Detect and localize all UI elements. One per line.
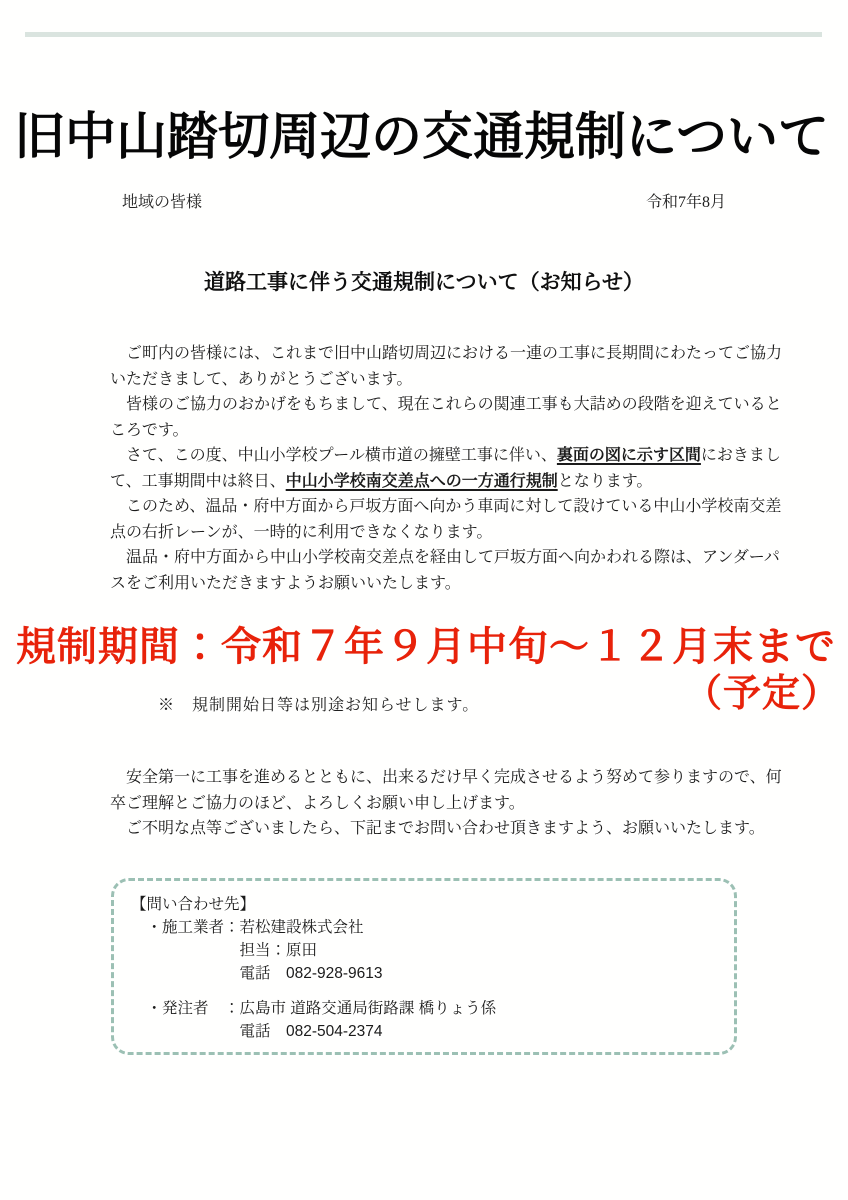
text-line: ・発注者 ：広島市 道路交通局街路課 橋りょう係 xyxy=(131,1000,497,1017)
text-line: このため、温品・府中方面から戸坂方面へ向かう車両に対して設けている中山小学校南交差 xyxy=(110,498,782,515)
notice-subtitle: 道路工事に伴う交通規制について（お知らせ） xyxy=(204,271,644,294)
text-line xyxy=(110,443,816,469)
regulation-period-planned: （予定） xyxy=(683,673,840,715)
regulation-start-note: ※ 規制開始日等は別途お知らせします。 xyxy=(158,697,480,714)
text-line: 皆様のご協力のおかげをもちまして、現在これらの関連工事も大詰めの段階を迎えていると xyxy=(110,396,782,413)
emphasized-text: 裏面の図に示す区間 xyxy=(556,447,701,464)
regulation-period-heading: 規制期間：令和７年９月中旬～１２月末まで xyxy=(16,625,836,669)
text-line: スをご利用いただきますようお願いいたします。 xyxy=(110,574,461,592)
emphasized-text: 中山小学校南交差点への一方通行規制 xyxy=(285,472,558,490)
contact-box xyxy=(111,878,737,1055)
text-line: 電話 082-504-2374 xyxy=(131,1023,383,1040)
text-line: ころです。 xyxy=(110,421,189,439)
text-line: 卒ご理解とご協力のほど、よろしくお願い申し上げます。 xyxy=(110,794,525,812)
top-divider-rule xyxy=(25,32,822,37)
text-line: ご不明な点等ございましたら、下記までお問い合わせ頂きますよう、お願いいたします。 xyxy=(110,820,765,837)
text-line: 【問い合わせ先】 xyxy=(131,896,256,913)
document-title: 旧中山踏切周辺の交通規制について xyxy=(14,108,829,165)
plain-text: となります。 xyxy=(557,472,653,490)
text-line xyxy=(131,985,724,997)
text-line: 電話 082-928-9613 xyxy=(131,965,383,982)
text-line xyxy=(110,469,816,495)
recipient-label: 地域の皆様 xyxy=(122,194,203,211)
issue-date: 令和7年8月 xyxy=(645,194,726,211)
text-line: 安全第一に工事を進めるとともに、出来るだけ早く完成させるよう努めて参りますので、何 xyxy=(110,769,782,786)
text-line: ご町内の皆様には、これまで旧中山踏切周辺における一連の工事に長期間にわたってご協力 xyxy=(110,345,783,362)
text-line: ・施工業者：若松建設株式会社 xyxy=(131,919,364,936)
text-line: 温品・府中方面から中山小学校南交差点を経由して戸坂方面へ向かわれる際は、アンダーパ xyxy=(110,549,780,566)
body-paragraphs-2 xyxy=(110,765,816,842)
text-line: いただきまして、ありがとうございます。 xyxy=(110,370,413,388)
body-paragraphs-1 xyxy=(110,341,816,596)
plain-text: さて、この度、中山小学校プール横市道の擁壁工事に伴い、 xyxy=(110,447,557,464)
plain-text: て、工事期間中は終日、 xyxy=(110,472,286,490)
plain-text: におきまし xyxy=(700,447,781,464)
text-line: 担当：原田 xyxy=(131,942,318,959)
text-line: 点の右折レーンが、一時的に利用できなくなります。 xyxy=(110,523,493,541)
header-meta-row xyxy=(122,189,726,212)
